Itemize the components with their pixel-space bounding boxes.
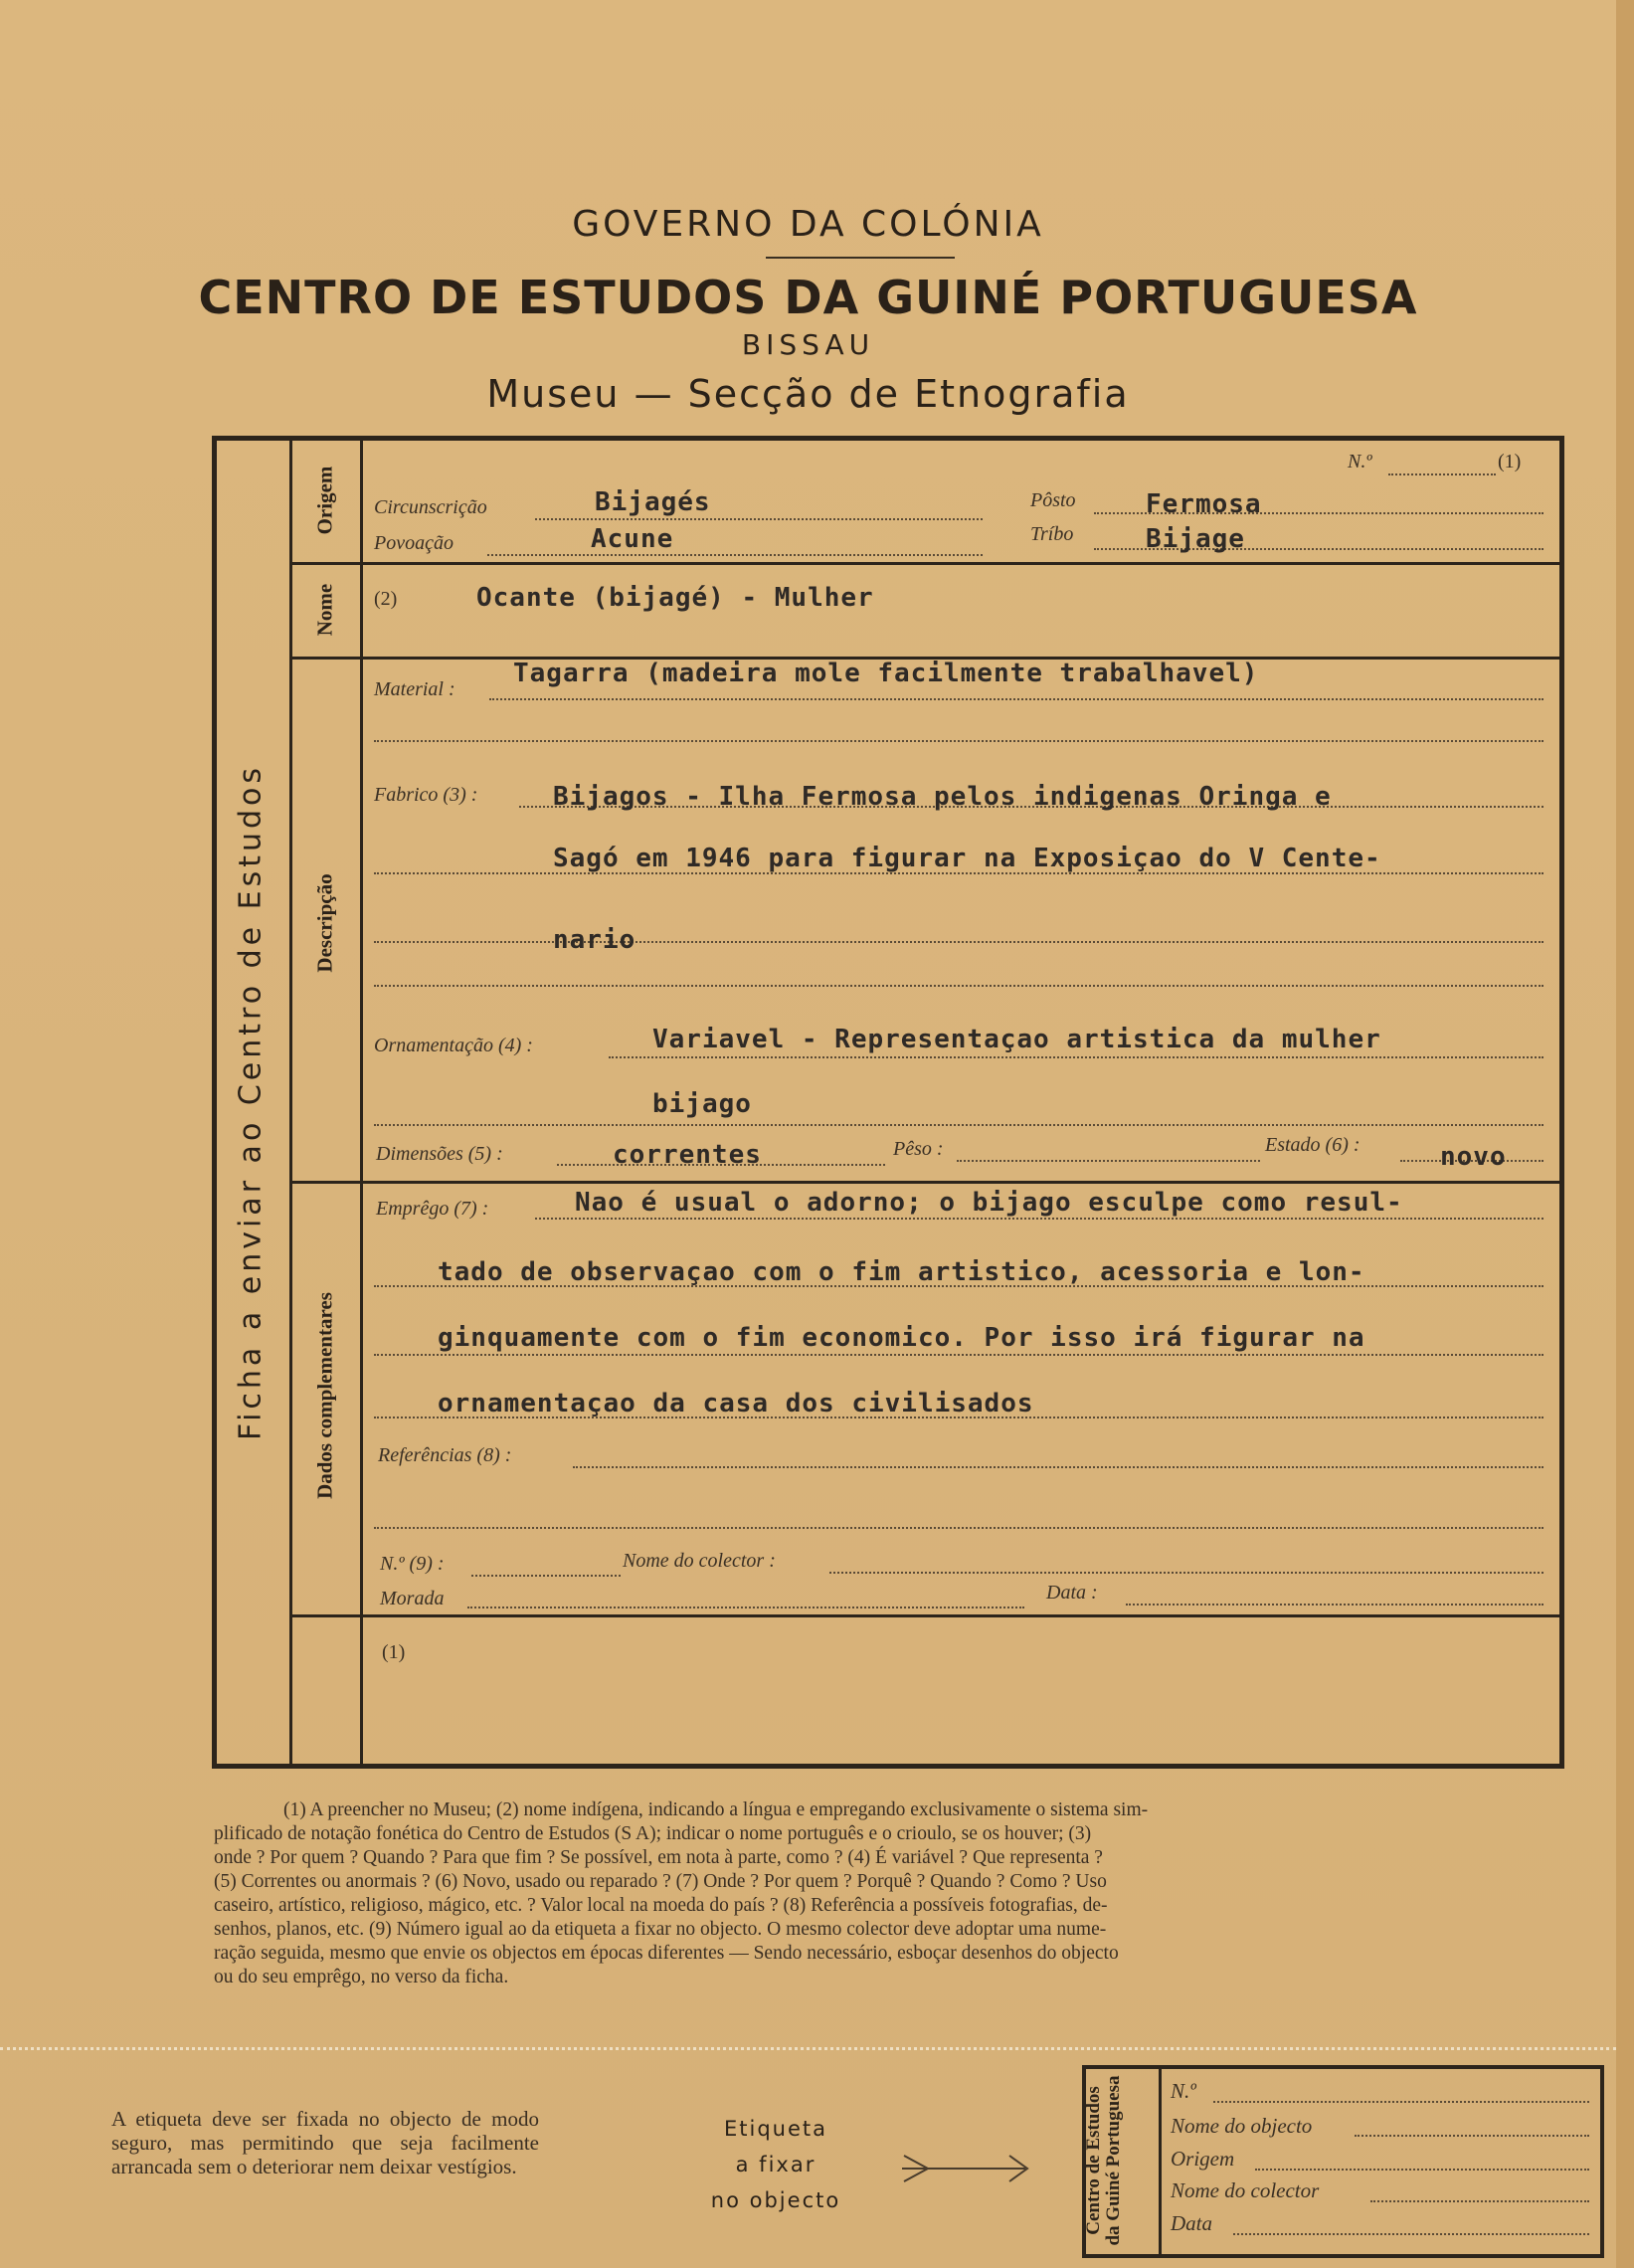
section-descripcao: Descripção bbox=[312, 873, 337, 973]
tribo-label: Tríbo bbox=[1030, 523, 1074, 545]
emprego-line-3: ginquamente com o fim economico. Por isso irá figurar na bbox=[438, 1323, 1365, 1353]
data-label: Data : bbox=[1046, 1582, 1098, 1604]
ornamentacao-field[interactable] bbox=[609, 1056, 1543, 1058]
estado-value: novo bbox=[1440, 1142, 1507, 1172]
emprego-label: Emprêgo (7) : bbox=[376, 1198, 489, 1220]
header-section: Museu — Secção de Etnografia bbox=[486, 372, 1130, 416]
emprego-line-1: Nao é usual o adorno; o bijago esculpe como resul- bbox=[575, 1188, 1403, 1218]
footnote-line: ração seguida, mesmo que envie os objectos em épocas diferentes — Sendo necessário, esboçar desenhos do objecto bbox=[214, 1943, 1119, 1964]
header-institution: CENTRO DE ESTUDOS DA GUINÉ PORTUGUESA bbox=[198, 271, 1418, 324]
fabrico-field-line3[interactable] bbox=[374, 941, 1543, 943]
section-dados: Dados complementares bbox=[312, 1292, 337, 1499]
referencias-field[interactable] bbox=[573, 1466, 1543, 1468]
header-city: BISSAU bbox=[741, 328, 875, 361]
morada-field[interactable] bbox=[467, 1606, 1024, 1608]
fabrico-line-3: nario bbox=[553, 925, 636, 955]
fabrico-label: Fabrico (3) : bbox=[374, 784, 478, 806]
footnote-line: ou do seu emprêgo, no verso da ficha. bbox=[214, 1967, 509, 1987]
referencias-field-line2[interactable] bbox=[374, 1527, 1543, 1529]
side-title: Ficha a enviar ao Centro de Estudos bbox=[233, 763, 269, 1441]
fabrico-line-2: Sagó em 1946 para figurar na Exposiçao do V Cente- bbox=[553, 844, 1381, 873]
ornamentacao-line-2: bijago bbox=[652, 1089, 752, 1119]
label-card-numero-field[interactable] bbox=[1213, 2101, 1589, 2103]
numero9-field[interactable] bbox=[471, 1575, 621, 1577]
divider-side-column bbox=[289, 439, 292, 1766]
label-card-side-line: Centro de Estudos bbox=[1083, 2086, 1104, 2235]
nome-value: Ocante (bijagé) - Mulher bbox=[476, 583, 874, 613]
ornamentacao-label: Ornamentação (4) : bbox=[374, 1035, 533, 1056]
header-divider bbox=[766, 257, 955, 259]
circunscricao-field[interactable] bbox=[535, 518, 983, 520]
etiqueta-caption bbox=[656, 2111, 895, 2218]
povoacao-value: Acune bbox=[591, 524, 674, 554]
posto-value: Fermosa bbox=[1146, 489, 1262, 519]
label-card-divider bbox=[1159, 2069, 1162, 2254]
perforation-line bbox=[0, 2047, 1616, 2050]
posto-label: Pôsto bbox=[1030, 489, 1076, 511]
divider-descripcao bbox=[292, 1181, 1560, 1184]
emprego-line-2: tado de observaçao com o fim artistico, acessoria e lon- bbox=[438, 1257, 1365, 1287]
ornamentacao-field-line2[interactable] bbox=[374, 1124, 1543, 1126]
label-card-origem-field[interactable] bbox=[1255, 2169, 1589, 2171]
footnote-line: (5) Correntes ou anormais ? (6) Novo, usado ou reparado ? (7) Onde ? Por quem ? Porquê ? Quando ? Como ? Uso bbox=[214, 1871, 1107, 1892]
colector-label: Nome do colector : bbox=[623, 1550, 776, 1572]
label-card-colector: Nome do colector bbox=[1171, 2178, 1320, 2202]
material-label: Material : bbox=[374, 678, 455, 700]
divider-origem bbox=[292, 562, 1560, 565]
divider-section-column bbox=[360, 439, 363, 1766]
label-card-data: Data bbox=[1171, 2211, 1212, 2235]
header-government: GOVERNO DA COLÓNIA bbox=[572, 204, 1044, 245]
label-card-data-field[interactable] bbox=[1233, 2233, 1589, 2235]
label-card-numero: N.º bbox=[1171, 2079, 1196, 2103]
nome-note: (2) bbox=[374, 588, 398, 610]
numero-note: (1) bbox=[1498, 451, 1522, 472]
numero9-label: N.º (9) : bbox=[380, 1553, 445, 1575]
povoacao-label: Povoação bbox=[374, 532, 454, 554]
emprego-field[interactable] bbox=[535, 1218, 1543, 1220]
material-value: Tagarra (madeira mole facilmente trabalhavel) bbox=[513, 659, 1259, 688]
data-field[interactable] bbox=[1126, 1604, 1543, 1606]
etiqueta-line: a fixar bbox=[735, 2153, 817, 2176]
footnotes bbox=[214, 1798, 1576, 1989]
label-card-objecto: Nome do objecto bbox=[1171, 2114, 1313, 2138]
material-field-line2[interactable] bbox=[374, 740, 1543, 742]
label-card-side-line: da Guiné Portuguesa bbox=[1103, 2075, 1124, 2246]
povoacao-field[interactable] bbox=[487, 554, 983, 556]
fabrico-field-line4[interactable] bbox=[374, 985, 1543, 987]
peso-label: Pêso : bbox=[893, 1138, 944, 1160]
footnote-line: plificado de notação fonética do Centro de Estudos (S A); indicar o nome português e o crioulo, se os houver; (3) bbox=[214, 1823, 1092, 1844]
footnote-line: caseiro, artístico, religioso, mágico, etc. ? Valor local na moeda do país ? (8) Referência a possíveis fotografias, de- bbox=[214, 1895, 1108, 1916]
label-card-side bbox=[1084, 2075, 1124, 2245]
section-nome: Nome bbox=[312, 583, 337, 637]
emprego-field-line3[interactable] bbox=[374, 1354, 1543, 1356]
divider-dados bbox=[292, 1614, 1560, 1617]
referencias-label: Referências (8) : bbox=[378, 1444, 512, 1466]
dimensoes-label: Dimensões (5) : bbox=[376, 1143, 503, 1165]
peso-field[interactable] bbox=[957, 1160, 1260, 1162]
label-card-objecto-field[interactable] bbox=[1355, 2135, 1589, 2137]
paper-edge bbox=[1616, 0, 1634, 2268]
footnote-line: onde ? Por quem ? Quando ? Para que fim ? Se possível, em nota à parte, como ? (4) É variável ? Que representa ? bbox=[214, 1847, 1103, 1868]
etiqueta-line: Etiqueta bbox=[724, 2117, 827, 2141]
fabrico-line-1: Bijagos - Ilha Fermosa pelos indigenas Oringa e bbox=[553, 782, 1332, 812]
ornamentacao-line-1: Variavel - Representaçao artistica da mulher bbox=[652, 1025, 1381, 1054]
colector-field[interactable] bbox=[829, 1572, 1543, 1574]
etiqueta-line: no objecto bbox=[710, 2188, 841, 2212]
footnote-line: (1) A preencher no Museu; (2) nome indígena, indicando a língua e empregando exclusivamente o sistema sim- bbox=[283, 1799, 1149, 1820]
material-field[interactable] bbox=[489, 698, 1543, 700]
footnote-line: senhos, planos, etc. (9) Número igual ao da etiqueta a fixar no objecto. O mesmo colector deve adoptar uma nume- bbox=[214, 1919, 1107, 1940]
estado-label: Estado (6) : bbox=[1265, 1134, 1361, 1156]
numero-field[interactable] bbox=[1388, 473, 1496, 475]
numero-label: N.º bbox=[1348, 451, 1372, 472]
label-card-origem: Origem bbox=[1171, 2147, 1235, 2171]
section-origem: Origem bbox=[312, 466, 337, 535]
circunscricao-value: Bijagés bbox=[595, 487, 711, 517]
arrow-right-icon bbox=[900, 2144, 1039, 2193]
label-card-colector-field[interactable] bbox=[1370, 2200, 1589, 2202]
emprego-line-4: ornamentaçao da casa dos civilisados bbox=[438, 1389, 1034, 1418]
tribo-value: Bijage bbox=[1146, 524, 1245, 554]
dimensoes-value: correntes bbox=[613, 1140, 762, 1170]
morada-label: Morada bbox=[380, 1588, 445, 1609]
bottom-note: (1) bbox=[382, 1641, 406, 1663]
label-instructions: A etiqueta deve ser fixada no objecto de modo seguro, mas permitindo que seja facilmente arrancada sem o deteriorar nem deixar vestígios. bbox=[111, 2107, 539, 2178]
circunscricao-label: Circunscrição bbox=[374, 496, 487, 518]
